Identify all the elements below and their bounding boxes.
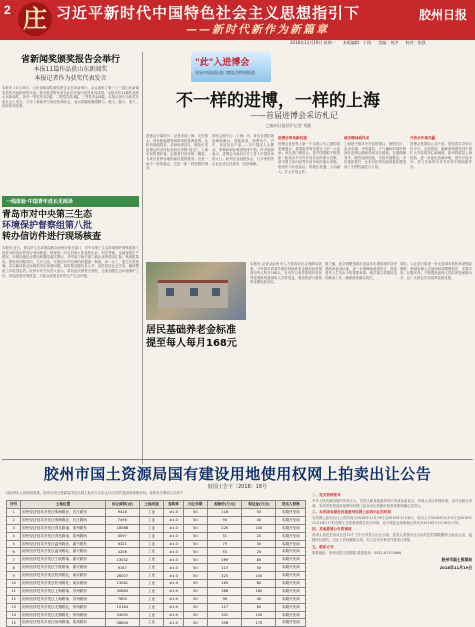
table-cell: ≥1.0 — [164, 580, 183, 588]
table-cell: 50 — [242, 564, 276, 572]
column-header: 土地用途 — [139, 501, 163, 509]
table-cell: ≥1.0 — [164, 556, 183, 564]
feature-subheadline: ——首届进博会采访札记 — [250, 111, 338, 120]
feature-column: 国家会展中心（上海）内，来自各国的展品琳琅满目。智能装备、消费电子、汽车、食品及农产品……各个展区人头攒动，采购商和参观者络绎不绝。许多展商表示，进博会为他们打开了进入中国市场的大门。胶州企业组团参会，与多家国外企业达成合作意向，收获满满。 — [212, 134, 274, 166]
table-cell: 本期开发商 — [276, 611, 306, 619]
table-cell: 工业 — [139, 516, 163, 524]
section-divider — [2, 459, 473, 460]
column-header: 序号 — [7, 501, 21, 509]
table-cell: 7690 — [105, 595, 139, 603]
pension-columns — [250, 262, 472, 357]
table-cell: 胶州经济技术开发区宁波路南、嘉兴路西 — [21, 564, 105, 572]
inspection-headline-line1: 青岛市对中央第三生态 — [2, 210, 93, 220]
table-cell: 本期开发商 — [276, 564, 306, 572]
table-cell: 13 — [7, 603, 21, 611]
table-row — [7, 572, 306, 580]
notes-body: 本次网上拍卖出让公告时间为2018年11月19日至2018年12月8日。竞买人于2018年12月9日至2018年12月18日17时在网上交易系统提交竞买申请，竞买保证金到账截止时间为2018年12月18日17时。 — [312, 516, 472, 525]
table-cell: 50 — [183, 540, 207, 548]
table-cell: 127 — [208, 603, 242, 611]
table-cell: ≥1.0 — [164, 540, 183, 548]
table-cell: 13532 — [105, 556, 139, 564]
table-cell: 胶州经济技术开发区温州路北、嘉兴路西 — [21, 548, 105, 556]
notes-heading: 三、本次国有建设用地使用权网上拍卖出让的时间 — [312, 510, 392, 515]
table-cell: 53 — [208, 548, 242, 556]
table-cell: 胶州经济技术开发区上海路南、苏州路西 — [21, 595, 105, 603]
table-cell: 40 — [242, 516, 276, 524]
table-cell: 180 — [242, 587, 276, 595]
table-cell: 工业 — [139, 611, 163, 619]
table-cell: 胶州经济技术开发区杭州路北、南京路东 — [21, 572, 105, 580]
column-divider — [142, 52, 143, 464]
feature-column: 进博会开幕前夕，记者来到上海。走在街头，到处都能感受到浓浓的进博氛围。从机场到地铁站，从商场到社区，随处可见进博会的宣传标语和吉祥物"进宝"。上海市民热情好客，志愿者们身穿统一服装，为来自世界各地的嘉宾提供服务。这是一场不一样的盛会，这是一座一样热情的城市。 — [146, 134, 208, 171]
table-cell: ≥1.0 — [164, 524, 183, 532]
table-cell: 11 — [7, 587, 21, 595]
table-cell: 工业 — [139, 587, 163, 595]
house-window — [190, 288, 198, 296]
auction-headline[interactable]: 胶州市国土资源局国有建设用地使用权网上拍卖出让公告 — [43, 465, 432, 483]
table-cell: 170 — [242, 619, 276, 627]
table-cell: 本期开发商 — [276, 587, 306, 595]
table-cell: 50 — [183, 595, 207, 603]
pension-headline[interactable] — [146, 324, 237, 350]
house-window — [212, 288, 220, 296]
table-row — [7, 548, 306, 556]
table-cell: 本期开发商 — [276, 524, 306, 532]
column-header: 容积率 — [164, 501, 183, 509]
table-row — [7, 524, 306, 532]
table-cell: 30883 — [105, 587, 139, 595]
table-cell: 14 — [7, 611, 21, 619]
table-cell: 4097 — [105, 532, 139, 540]
table-cell: 1 — [7, 509, 21, 517]
table-cell: 100 — [242, 524, 276, 532]
table-cell: ≥1.0 — [164, 611, 183, 619]
table-cell: ≥1.0 — [164, 603, 183, 611]
feature-column — [278, 134, 340, 262]
section-seal: 庄 — [18, 2, 52, 36]
table-cell: 50 — [183, 516, 207, 524]
table-cell: 工业 — [139, 619, 163, 627]
houses-photo — [146, 262, 246, 320]
column-header: 起始价(万元) — [208, 501, 242, 509]
table-cell: 胶州经济技术开发区无锡路北、常州路东 — [21, 603, 105, 611]
dateline — [290, 40, 470, 46]
table-row — [7, 532, 306, 540]
left-column — [2, 52, 139, 464]
table-cell: 胶州经济技术开发区杭州路北、南京路西 — [21, 580, 105, 588]
feature-headline[interactable]: 不一样的进博，一样的上海 — [176, 91, 380, 111]
table-cell: 工业 — [139, 580, 163, 588]
table-cell: 本期开发商 — [276, 603, 306, 611]
table-cell: 169 — [208, 556, 242, 564]
table-cell: 5 — [7, 540, 21, 548]
table-cell: 30 — [242, 540, 276, 548]
announcement-number: 胶国土告字〔2018〕18号 — [207, 484, 268, 490]
table-cell: 4206 — [105, 548, 139, 556]
table-cell: ≥1.0 — [164, 509, 183, 517]
pension-column: 据了解，此次调整是我市连续多年提高城乡居民基础养老金标准，进一步保障和改善民生、提高老年人生活水平的重要举措。相关部门将做好宣传解读工作，确保政策落实到位。 — [325, 262, 397, 280]
table-cell: 胶州经济技术开发区上海路南、苏州路东 — [21, 587, 105, 595]
table-cell: 51 — [208, 532, 242, 540]
table-row — [7, 595, 306, 603]
pension-column: 本报讯 记者从胶州市人力资源和社会保障局获悉，今年我市将城乡居民基础养老金最低标准提高至每人每月168元，全市符合条件的城乡居民养老保险待遇领取人员将受益，增加的部分将按时足额发放到位。 — [250, 262, 322, 285]
table-cell: 本期开发商 — [276, 580, 306, 588]
table-cell: ≥1.0 — [164, 587, 183, 595]
auction-intro: 经胶州市人民政府批准，胶州市国土资源局决定以网上拍卖方式出让11宗国有建设用地使用权。现将有关事项公告如下： — [6, 491, 187, 495]
column-header: 竞买人资格 — [276, 501, 306, 509]
auction-notes — [312, 491, 472, 617]
table-cell: 358 — [208, 619, 242, 627]
table-cell: 115 — [208, 564, 242, 572]
news-award-subhead-2: 本报记者作为获奖代表发言 — [34, 75, 107, 82]
table-cell: 150 — [242, 611, 276, 619]
table-cell: 3 — [7, 524, 21, 532]
table-cell: 工业 — [139, 595, 163, 603]
table-cell: 50 — [183, 532, 207, 540]
table-cell: 工业 — [139, 548, 163, 556]
table-cell: ≥1.0 — [164, 516, 183, 524]
table-cell: ≥1.0 — [164, 619, 183, 627]
table-cell: 工业 — [139, 509, 163, 517]
notes-heading: 四、其他需要公告的事项 — [312, 527, 352, 532]
table-cell: 本期开发商 — [276, 619, 306, 627]
newspaper-logo: 胶州日报 — [418, 8, 467, 22]
notes-heading: 五、联系方式 — [312, 544, 334, 549]
table-cell: 10164 — [105, 603, 139, 611]
table-cell: 本期开发商 — [276, 595, 306, 603]
table-cell: 胶州经济技术开发区青岛路南、泰州路东 — [21, 524, 105, 532]
table-cell: 工业 — [139, 556, 163, 564]
table-cell: 本期开发商 — [276, 572, 306, 580]
table-cell: 8 — [7, 564, 21, 572]
table-header-row — [7, 501, 306, 509]
inspection-body: 本报讯 近日，青岛市生态环境局联合胶州市相关部门，对中央第三生态环境保护督察组第八批转办的信访件进行现场核查。核查组一行先后深入涉及的企业、村庄等地，实地查看生产情况、环保设施运行情况和整改落实情况，并听取了相关部门和企业的情况汇报。核查组要求，要坚持问题导向，立行立改，对照信访件反映的问题逐一核查，举一反三，建立长效机制，切实解决群众反映的突出环境问题。同时要加强信息公开，及时回应社会关切，确保整改工作取得实效。胶州市有关负责人表示，将以此次督察为契机，全面加强生态环境保护工作，持续改善环境质量，为群众创造良好的生产生活环境。 — [2, 246, 139, 278]
table-row — [7, 580, 306, 588]
table-cell: 50 — [183, 564, 207, 572]
column-header: 保证金(万元) — [242, 501, 276, 509]
table-cell: 79 — [208, 540, 242, 548]
table-cell: 7496 — [105, 516, 139, 524]
news-award-headline[interactable]: 省新闻奖颁奖报告会举行 — [20, 55, 120, 65]
table-row — [7, 540, 306, 548]
issue-date: 2018年11月19日 星期一 — [290, 40, 336, 45]
table-cell: 12 — [7, 595, 21, 603]
table-cell: 胶州经济技术开发区宁波路南、嘉兴路东 — [21, 556, 105, 564]
table-cell: 50 — [183, 548, 207, 556]
section-title: 习近平新时代中国特色社会主义思想指引下 — [56, 4, 361, 22]
table-cell: 94 — [208, 516, 242, 524]
table-cell: 9418 — [105, 509, 139, 517]
feature-byline: □胶州日报驻沪记者 刘晓 — [266, 123, 312, 128]
expo-banner — [191, 52, 271, 82]
table-cell: 2 — [7, 516, 21, 524]
section-slogan: ——新时代新作为新篇章 — [186, 23, 329, 36]
table-cell: 工业 — [139, 572, 163, 580]
table-row — [7, 611, 306, 619]
table-cell: 28604 — [105, 619, 139, 627]
table-cell: 6 — [7, 548, 21, 556]
table-row — [7, 603, 306, 611]
table-cell: 13061 — [105, 580, 139, 588]
table-cell: 50 — [242, 509, 276, 517]
page-number: 2 — [4, 3, 11, 17]
notes-body: 联系地址：胶州市国土资源局 联系电话：0532-87203666 — [312, 550, 402, 555]
table-cell: 10 — [7, 580, 21, 588]
table-body — [7, 509, 306, 627]
editor-credit: 本版编辑：于翔 — [342, 40, 371, 45]
table-cell: 7 — [7, 556, 21, 564]
masthead — [0, 0, 475, 40]
table-cell: 4 — [7, 532, 21, 540]
table-cell: 80 — [242, 556, 276, 564]
table-cell: 本期开发商 — [276, 556, 306, 564]
table-cell: 50 — [183, 524, 207, 532]
table-cell: 50 — [183, 580, 207, 588]
notes-heading: 二、竞买资格要求 — [312, 493, 341, 497]
table-cell: 工业 — [139, 603, 163, 611]
news-award-body: 本报讯 11月16日，山东省新闻奖颁奖报告会在济南举行。会议表彰了第三十三届山东新闻奖获奖作品和获奖代表。我市报送的作品在此次评选中取得优异成绩，本报共有11篇作品获山东新闻奖，其中一等奖作品2篇、二等奖作品3篇、三等奖作品6篇。本报记者作为获奖代表在会上发言，分享了新闻采写的经验和体会，表示将继续增强脚力、眼力、脑力、笔力，讲好胶州故事。 — [2, 86, 139, 109]
table-cell: 118 — [208, 509, 242, 517]
table-cell: 226 — [208, 524, 242, 532]
table-cell: 50 — [183, 587, 207, 595]
table-cell: 18088 — [105, 524, 139, 532]
section-band: 一线体验·中国青年成长见闻录 — [2, 196, 139, 207]
table-cell: 20 — [242, 548, 276, 556]
table-cell: 301 — [208, 611, 242, 619]
table-row — [7, 564, 306, 572]
table-cell: ≥1.0 — [164, 532, 183, 540]
table-cell: 50 — [183, 611, 207, 619]
feature-column — [344, 134, 406, 262]
table-cell: 9 — [7, 572, 21, 580]
table-cell: 本期开发商 — [276, 548, 306, 556]
table-cell: 本期开发商 — [276, 532, 306, 540]
table-cell: 80 — [242, 580, 276, 588]
table-cell: 50 — [183, 619, 207, 627]
table-cell: 40 — [242, 595, 276, 603]
column-header: 土地位置 — [21, 501, 105, 509]
table-cell: ≥1.0 — [164, 572, 183, 580]
table-cell: 150 — [242, 572, 276, 580]
pension-headline-line1: 居民基础养老金标准 — [146, 325, 236, 336]
table-cell: 本期开发商 — [276, 516, 306, 524]
feature-story — [146, 52, 472, 262]
column-header: 出让年限 — [183, 501, 207, 509]
news-award-subhead-1: 本报11篇作品获山东新闻奖 — [33, 66, 108, 73]
table-cell: 60 — [242, 603, 276, 611]
table-row — [7, 509, 306, 517]
feature-section-head: 开放合作谋共赢 — [410, 136, 436, 140]
table-cell: 26007 — [105, 572, 139, 580]
table-cell: 386 — [208, 587, 242, 595]
land-lots-table — [6, 500, 306, 627]
table-cell: 本期开发商 — [276, 540, 306, 548]
table-cell: 工业 — [139, 524, 163, 532]
expo-banner-subtitle: 首届中国国际进口博览会特别报道 — [195, 70, 255, 75]
table-cell: 50 — [183, 509, 207, 517]
table-cell: 胶州经济技术开发区温州路北、嘉兴路东 — [21, 540, 105, 548]
table-cell: 6321 — [105, 540, 139, 548]
table-cell: ≥1.0 — [164, 548, 183, 556]
table-cell: 胶州经济技术开发区扬州路南、泰州路东 — [21, 619, 105, 627]
table-cell: 96 — [208, 595, 242, 603]
table-cell: 50 — [183, 572, 207, 580]
table-cell: 工业 — [139, 532, 163, 540]
table-row — [7, 516, 306, 524]
expo-banner-title: "此"入进博会 — [195, 58, 250, 68]
house-window — [166, 288, 174, 296]
issue-date-signature: 2018年11月19日 — [439, 565, 472, 571]
inspection-headline[interactable] — [2, 210, 139, 243]
table-cell: 胶州经济技术开发区无锡路北、常州路西 — [21, 611, 105, 619]
table-cell: ≥1.0 — [164, 564, 183, 572]
feature-section-body: 进博会是国际公共产品，是各国共享的合作平台。走进展馆，能够深刻感受到中国扩大开放的决心和诚意。胶州将借鉴上海经验，进一步优化营商环境，提升开放水平，努力在新时代对外开放中展现新作为。 — [410, 142, 472, 169]
proofreader-credit: 校对：张强 — [405, 40, 426, 45]
column-header: 出让面积(㎡) — [105, 501, 139, 509]
feature-columns — [146, 134, 472, 262]
feature-section-head: 城市精神展风采 — [344, 136, 370, 140]
table-cell: 胶州经济技术开发区珠海路北、长江路东 — [21, 509, 105, 517]
notes-body: 中华人民共和国境内外的法人、自然人和其他组织均可申请参加竞买，申请人可以单独申请，也可以联合申请。本次国有建设用地使用权网上拍卖出让按照价高者得原则确定竞得人。 — [312, 499, 472, 508]
table-cell: 20 — [242, 532, 276, 540]
issuer-signature: 胶州市国土资源局 — [441, 557, 472, 563]
table-cell: 50 — [183, 603, 207, 611]
notes-body: 竞得人须在拍卖成交后10个工作日内签订出让合同。竞得人须按出让合同约定的期限缴纳土地出让金，逾期未付清的，出让人有权解除合同。本公告未尽事宜详见出让须知。 — [312, 533, 472, 542]
table-cell: 胶州经济技术开发区青岛路南、泰州路西 — [21, 532, 105, 540]
inspection-headline-line2: 环境保护督察组第八批 — [2, 221, 93, 231]
table-cell: 24092 — [105, 611, 139, 619]
table-cell: 本期开发商 — [276, 509, 306, 517]
table-cell: 15 — [7, 619, 21, 627]
inspection-headline-line3: 转办信访件进行现场核查 — [2, 232, 102, 242]
table-cell: 325 — [208, 572, 242, 580]
feature-section-body: 上海是中国对外开放的窗口，海纳百川、追求卓越、开明睿智、大气谦和的城市精神在进博会期间得到充分展现。交通保障有序，服务周到细致，市容环境整洁，市民素质提升，让来自世界各地的嘉宾感受到了中国的温度与力量。 — [344, 142, 406, 169]
table-cell: 50 — [183, 556, 207, 564]
pension-story — [146, 262, 472, 357]
table-row — [7, 556, 306, 564]
feature-section-head: 进博会带来新机遇 — [278, 136, 307, 140]
table-cell: 工业 — [139, 540, 163, 548]
pension-headline-line2: 提至每人每月168元 — [146, 338, 237, 349]
table-row — [7, 587, 306, 595]
feature-section-body: 进博会是世界上第一个以进口为主题的国家级展会，是国际贸易发展史上的一大创举。举办进口博览会，是中国着眼于推进新一轮高水平对外开放作出的重大决策，是中国主动向世界开放市场的重大举措。胶州作为开放前沿，将抓住机遇，主动融入，扩大开放合作。 — [278, 142, 340, 174]
feature-column — [410, 134, 472, 262]
table-cell: 163 — [208, 580, 242, 588]
table-cell: 9187 — [105, 564, 139, 572]
designer-credit: 美编：刘洪 — [378, 40, 399, 45]
table-cell: 胶州经济技术开发区珠海路北、长江路西 — [21, 516, 105, 524]
table-cell: 工业 — [139, 564, 163, 572]
pension-column: 同时，人社部门将进一步完善城乡居民养老保险制度，鼓励参保人员选择较高缴费档次，多缴多得，长缴多得，不断提高参保人员的养老保障水平，让广大群众共享改革发展成果。 — [400, 262, 472, 280]
table-cell: ≥1.0 — [164, 595, 183, 603]
table-row — [7, 619, 306, 627]
